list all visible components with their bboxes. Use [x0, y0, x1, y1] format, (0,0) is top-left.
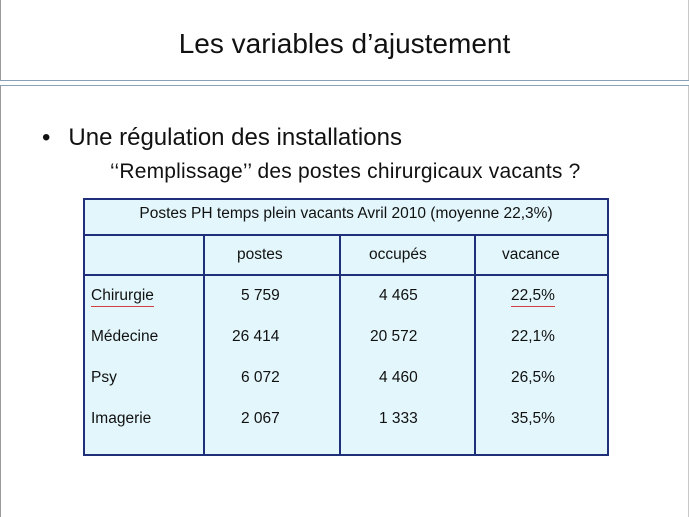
- header-cell-postes: postes: [237, 246, 283, 263]
- slide-title: Les variables d’ajustement: [178, 28, 511, 59]
- table-cell: 6 072: [241, 369, 280, 386]
- vacancy-table: [83, 198, 609, 456]
- table-caption: Postes PH temps plein vacants Avril 2010 (moyenne 22,3%): [85, 200, 607, 236]
- column-divider: [474, 236, 476, 454]
- sub-bullet-text: ‘‘Remplissage’’ des postes chirurgicaux vacants ?: [110, 160, 581, 183]
- table-cell: 2 067: [241, 410, 280, 427]
- row-label: Médecine: [91, 328, 159, 345]
- title-divider: [0, 80, 689, 86]
- column-divider: [339, 236, 341, 454]
- table-cell: 35,5%: [511, 410, 555, 427]
- row-label: Chirurgie: [91, 287, 154, 307]
- slide-left-border: [0, 0, 1, 517]
- table-cell: 22,1%: [511, 328, 555, 345]
- row-label: Imagerie: [91, 410, 152, 427]
- bullet-dot-icon: •: [42, 124, 51, 151]
- table-cell: 4 460: [379, 369, 418, 386]
- table-cell: 26 414: [232, 328, 280, 345]
- header-cell-occupes: occupés: [369, 246, 427, 263]
- table-cell: 26,5%: [511, 369, 555, 386]
- table-cell: 5 759: [241, 287, 280, 304]
- table-cell: 4 465: [379, 287, 418, 304]
- table-cell: 22,5%: [511, 287, 555, 307]
- bullet-text: Une régulation des installations: [68, 124, 402, 151]
- table-cell: 20 572: [370, 328, 418, 345]
- row-label: Psy: [91, 369, 117, 386]
- bullet-item: [42, 124, 402, 152]
- column-divider: [203, 236, 205, 454]
- header-cell-vacance: vacance: [502, 246, 560, 263]
- table-cell: 1 333: [379, 410, 418, 427]
